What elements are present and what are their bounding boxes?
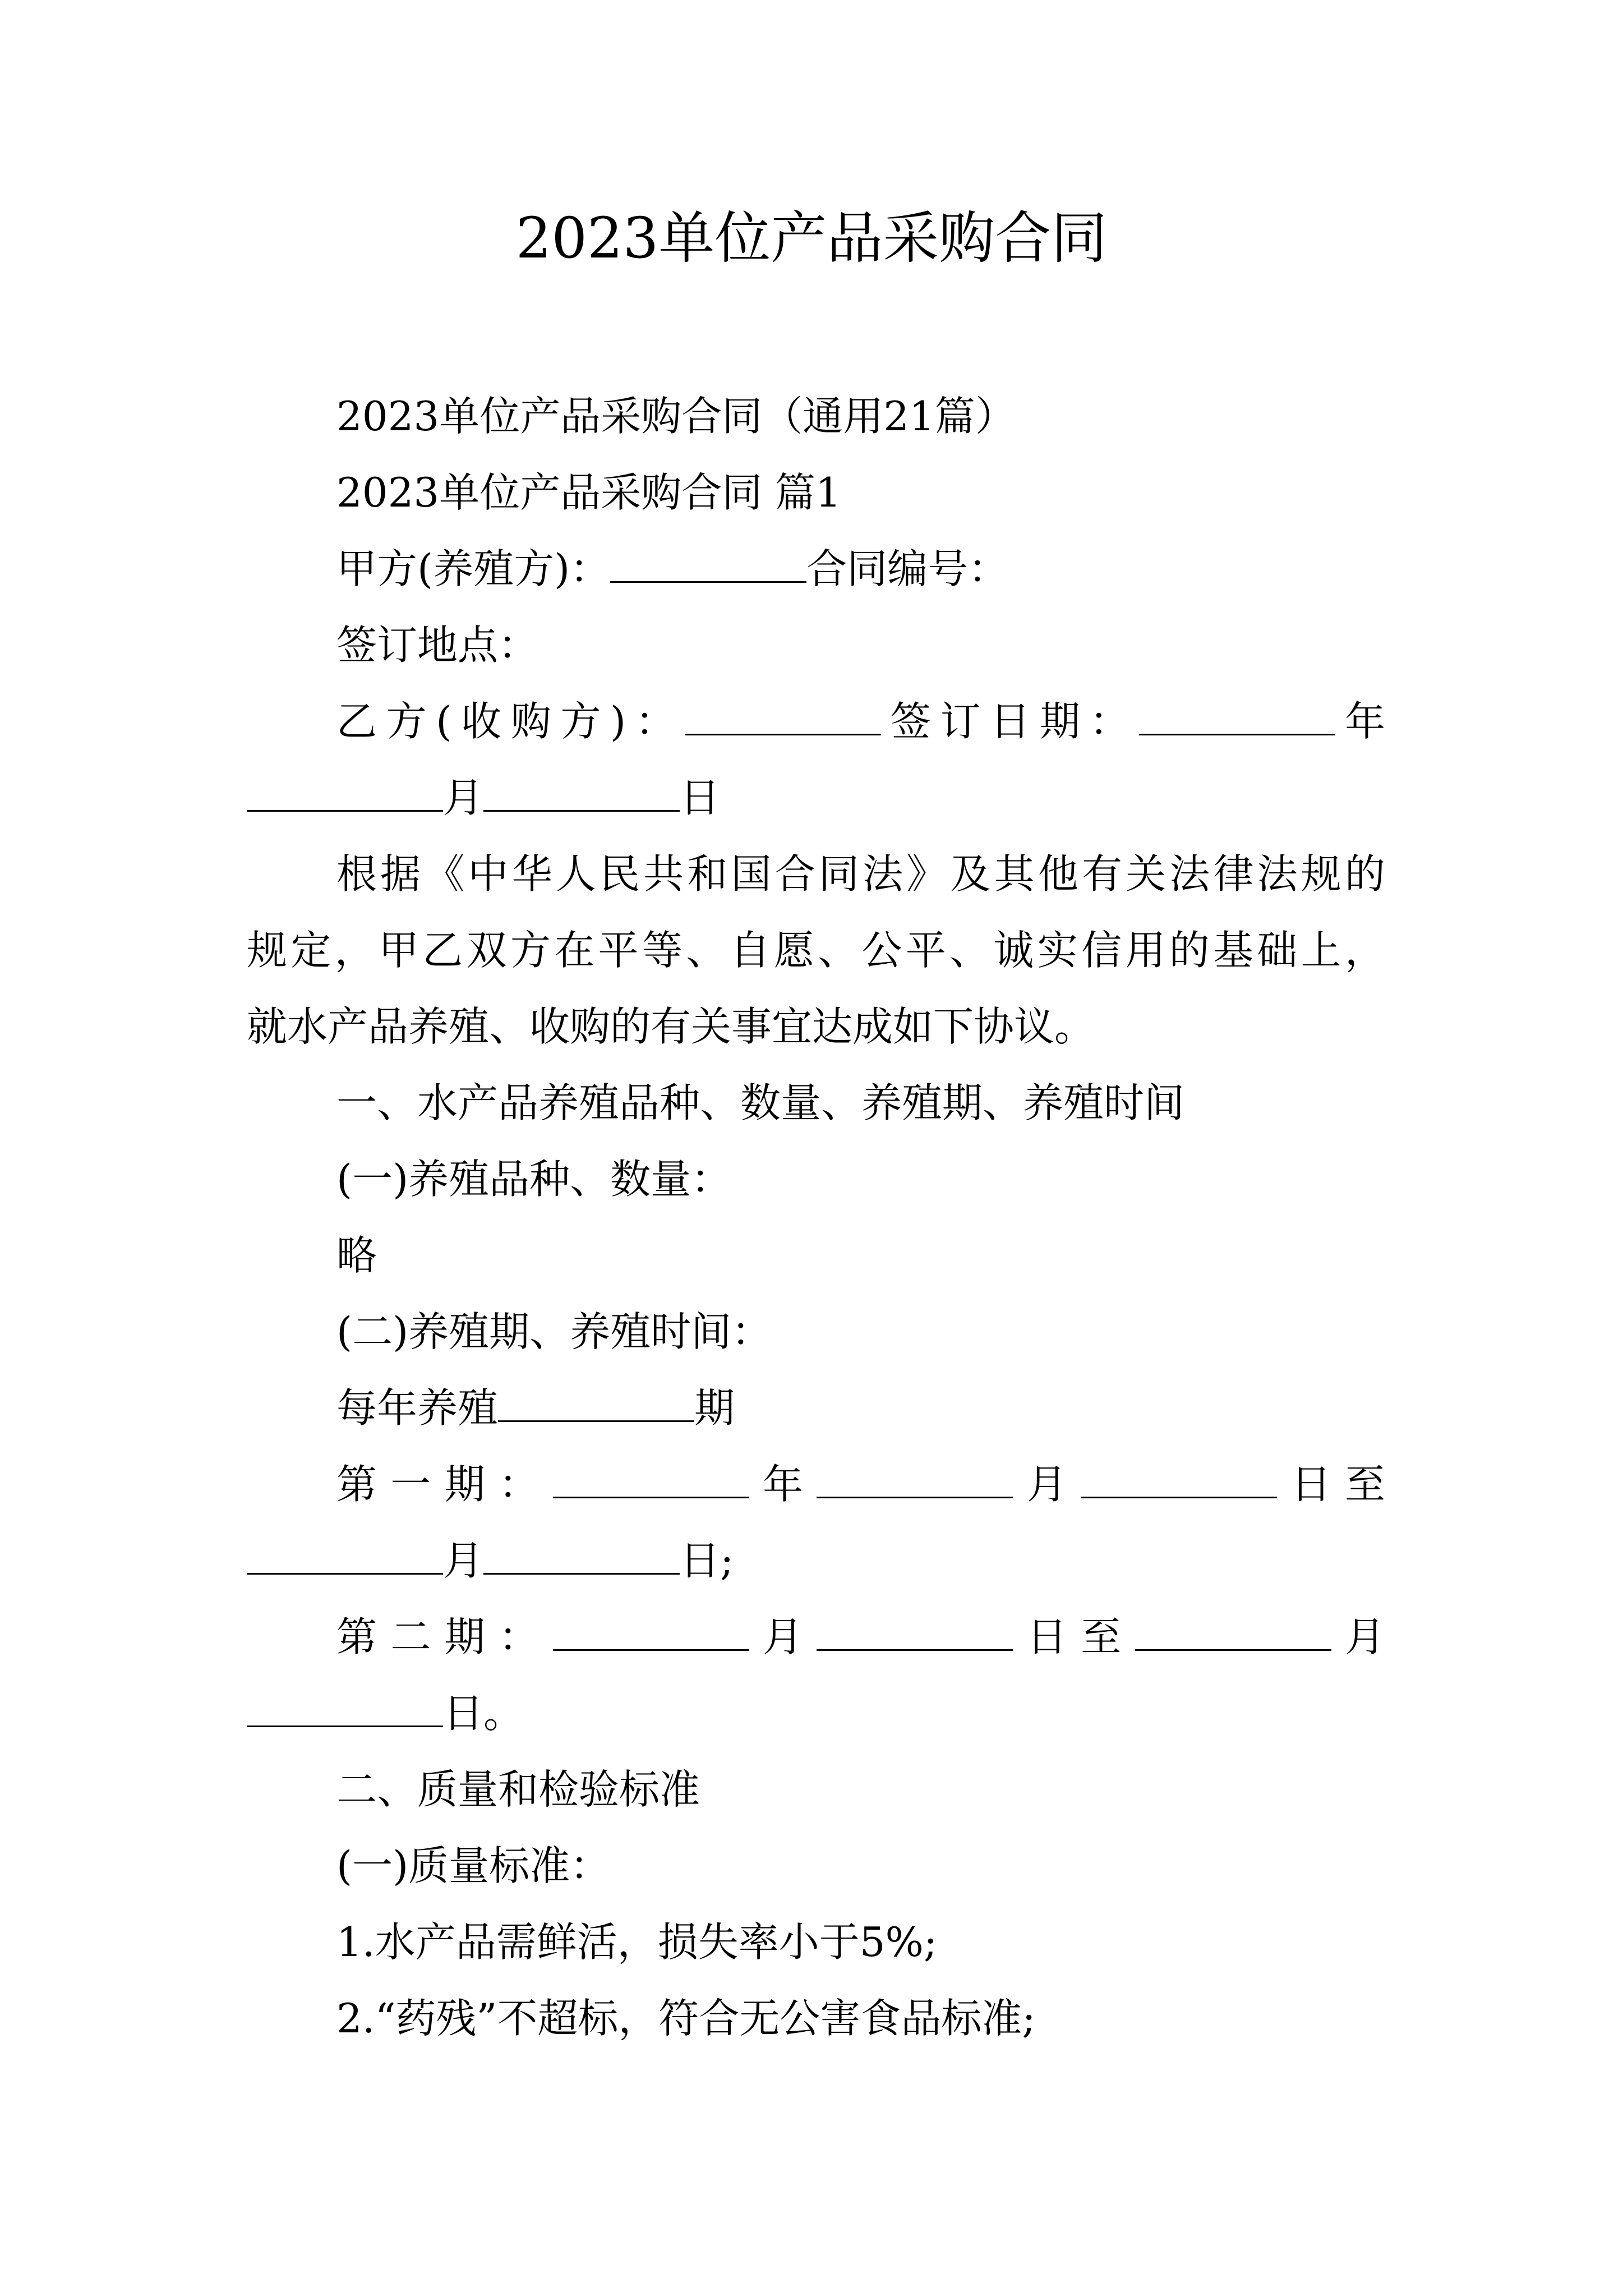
preamble-line: 规定，甲乙双方在平等、自愿、公平、诚实信用的基础上， xyxy=(247,927,1385,974)
period-1-label: 第一期： xyxy=(336,1461,553,1508)
year-unit: 年 xyxy=(749,1461,817,1508)
day-unit: 日。 xyxy=(443,1690,524,1737)
period-1-end-day-blank xyxy=(483,1539,680,1575)
annual-prefix: 每年养殖 xyxy=(336,1384,499,1432)
period-2-month-blank xyxy=(553,1616,749,1651)
contract-no-label: 合同编号： xyxy=(806,545,1009,592)
document-title: 2023单位产品采购合同 xyxy=(515,205,1108,271)
period-2-day-blank xyxy=(817,1616,1013,1651)
clause-1-sub-2: (二)养殖期、养殖时间： xyxy=(336,1308,772,1355)
period-1-year-blank xyxy=(553,1463,749,1498)
period-1-day-blank xyxy=(1081,1463,1277,1498)
sign-date-label: 签订日期： xyxy=(881,698,1140,745)
month-unit: 月 xyxy=(1013,1461,1081,1508)
party-a-blank xyxy=(610,547,806,583)
clause-2-title: 二、质量和检验标准 xyxy=(336,1766,700,1813)
month-unit: 月 xyxy=(1331,1613,1385,1660)
day-unit: 日 xyxy=(680,774,721,821)
year-unit: 年 xyxy=(1335,698,1385,745)
sign-year-blank xyxy=(1139,700,1335,735)
party-a-label: 甲方(养殖方)： xyxy=(336,545,611,592)
month-unit: 月 xyxy=(443,1537,484,1584)
day-to-unit: 日至 xyxy=(1013,1613,1135,1660)
period-1-end-month-blank xyxy=(247,1539,443,1575)
period-1-continuation xyxy=(247,1533,1385,1589)
clause-1-sub-1-text: 略 xyxy=(336,1232,377,1279)
preamble-line: 根据《中华人民共和国合同法》及其他有关法律法规的 xyxy=(336,850,1385,898)
period-1-line xyxy=(336,1456,1385,1512)
party-b-label: 乙方(收购方)： xyxy=(336,698,685,745)
sign-day-blank xyxy=(483,776,680,812)
party-a-line xyxy=(336,541,1385,597)
clause-1-sub-1: (一)养殖品种、数量： xyxy=(336,1156,732,1203)
period-2-line xyxy=(336,1609,1385,1665)
period-2-label: 第二期： xyxy=(336,1613,553,1660)
quality-item-1: 1.水产品需鲜活，损失率小于5%; xyxy=(336,1918,938,1966)
day-unit: 日; xyxy=(680,1537,734,1584)
period-1-month-blank xyxy=(817,1463,1013,1498)
month-unit: 月 xyxy=(443,774,484,821)
period-2-end-day-blank xyxy=(247,1692,443,1727)
quality-item-2: 2.“药残”不超标，符合无公害食品标准; xyxy=(336,1995,1036,2042)
document-subtitle: 2023单位产品采购合同（通用21篇） xyxy=(336,393,1016,440)
party-b-blank xyxy=(685,700,881,735)
section-heading: 2023单位产品采购合同 篇1 xyxy=(336,469,841,516)
day-to-unit: 日至 xyxy=(1277,1461,1385,1508)
party-b-line xyxy=(336,693,1385,749)
sign-place-line: 签订地点： xyxy=(336,622,539,669)
annual-suffix: 期 xyxy=(694,1384,735,1432)
clause-1-title: 一、水产品养殖品种、数量、养殖期、养殖时间 xyxy=(336,1079,1185,1126)
clause-2-sub-1: (一)质量标准： xyxy=(336,1842,611,1889)
preamble-line: 就水产品养殖、收购的有关事宜达成如下协议。 xyxy=(247,1003,1095,1050)
annual-periods-line xyxy=(336,1380,1385,1436)
annual-count-blank xyxy=(498,1387,694,1422)
sign-date-continuation xyxy=(247,770,1385,826)
period-2-continuation xyxy=(247,1685,1385,1741)
period-2-end-month-blank xyxy=(1135,1616,1331,1651)
month-unit: 月 xyxy=(749,1613,817,1660)
sign-month-blank xyxy=(247,776,443,812)
